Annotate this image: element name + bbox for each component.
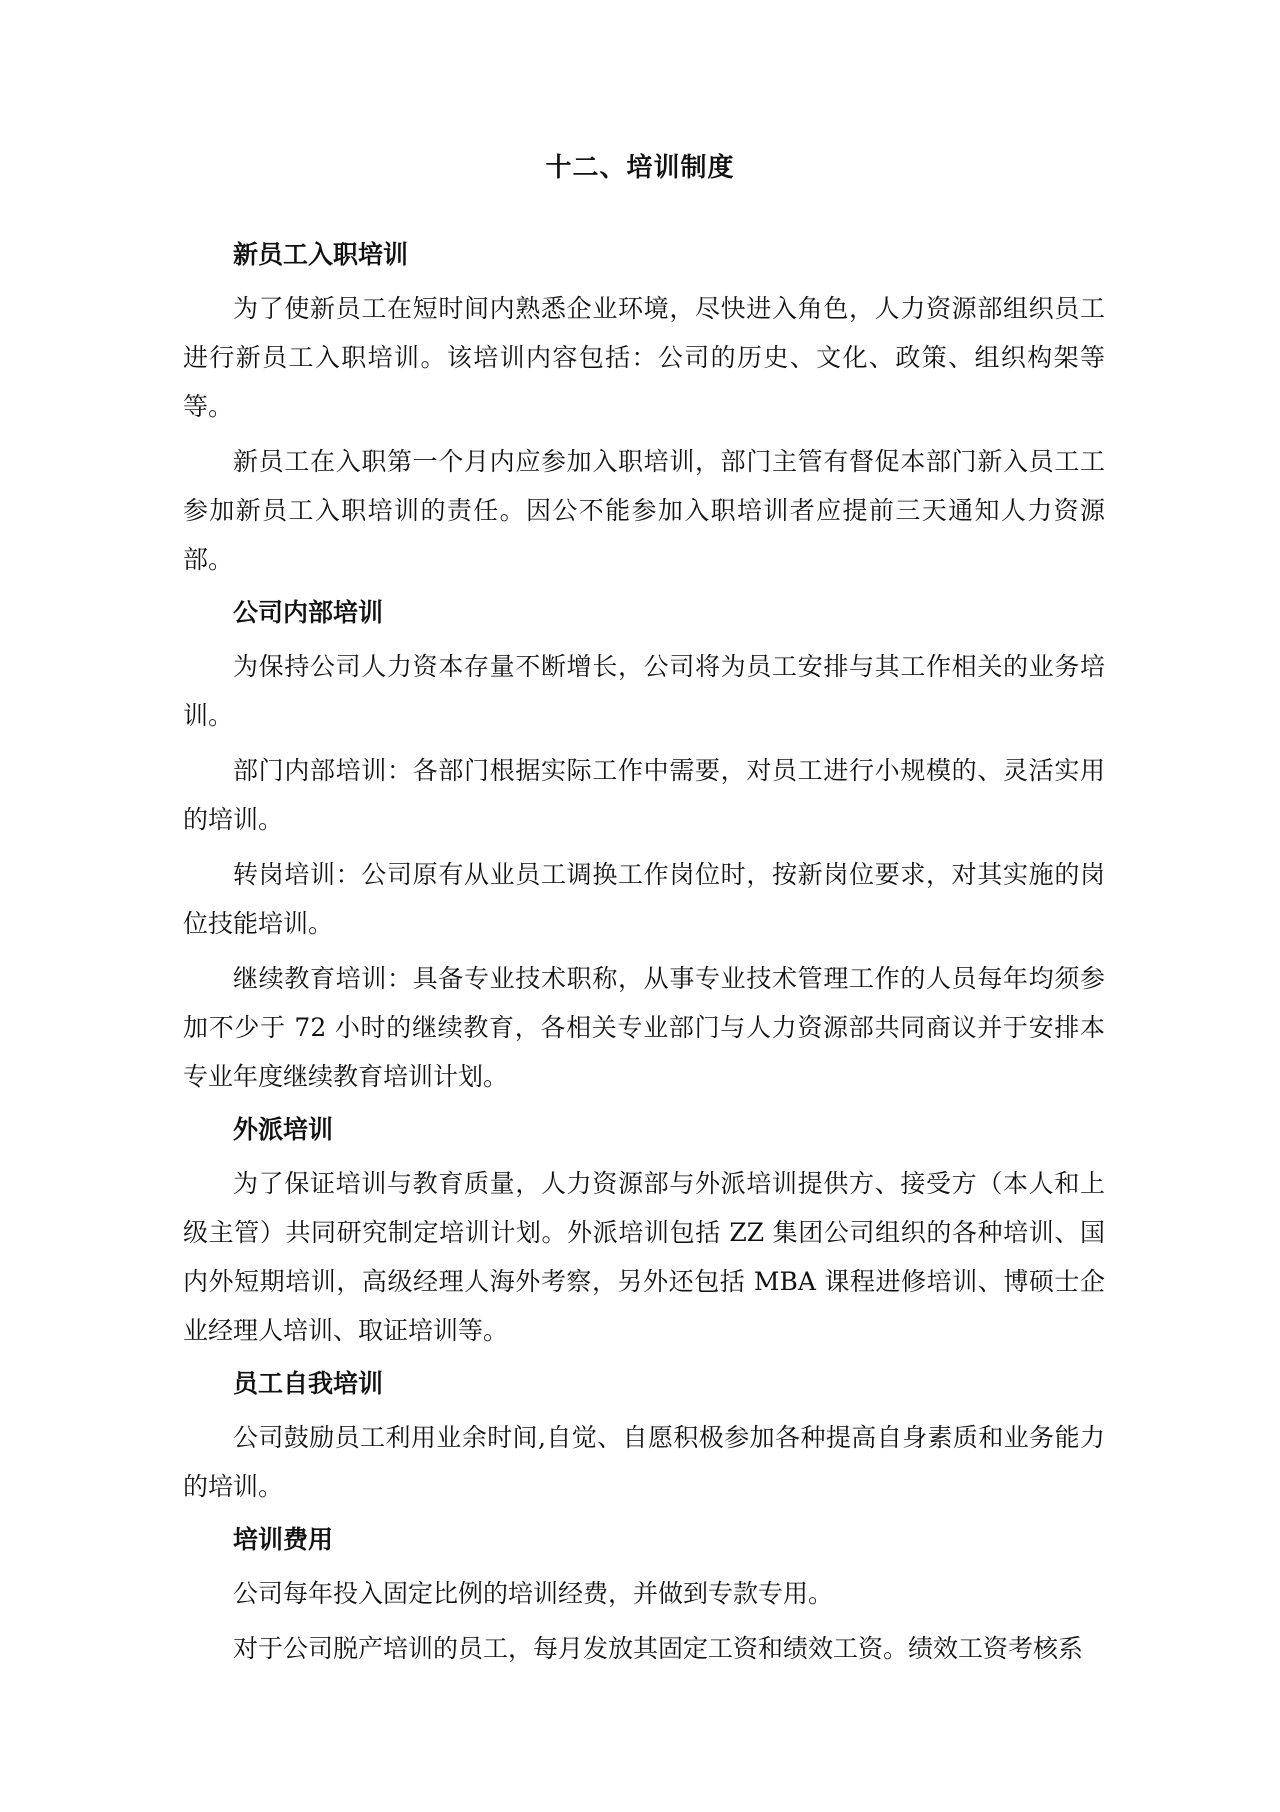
paragraph: 部门内部培训：各部门根据实际工作中需要，对员工进行小规模的、灵活实用的培训。 bbox=[183, 756, 1105, 834]
page-title: 十二、培训制度 bbox=[545, 153, 735, 183]
section-heading-external-training: 外派培训 bbox=[233, 1115, 334, 1144]
paragraph: 转岗培训：公司原有从业员工调换工作岗位时，按新岗位要求，对其实施的岗位技能培训。 bbox=[183, 860, 1105, 938]
section-heading-training-costs: 培训费用 bbox=[233, 1525, 334, 1554]
paragraph: 为了使新员工在短时间内熟悉企业环境，尽快进入角色，人力资源部组织员工进行新员工入职培训。该培训内容包括：公司的历史、文化、政策、组织构架等等。 bbox=[183, 294, 1105, 421]
section-heading-internal-training: 公司内部培训 bbox=[233, 598, 384, 627]
paragraph: 为保持公司人力资本存量不断增长，公司将为员工安排与其工作相关的业务培训。 bbox=[183, 652, 1105, 730]
section-heading-self-training: 员工自我培训 bbox=[233, 1369, 384, 1398]
section-heading-new-employee-training: 新员工入职培训 bbox=[233, 240, 409, 269]
paragraph: 继续教育培训：具备专业技术职称，从事专业技术管理工作的人员每年均须参加不少于 72 小时的继续教育，各相关专业部门与人力资源部共同商议并于安排本专业年度继续教育培训计划。 bbox=[183, 964, 1105, 1091]
paragraph: 为了保证培训与教育质量，人力资源部与外派培训提供方、接受方（本人和上级主管）共同研究制定培训计划。外派培训包括 ZZ 集团公司组织的各种培训、国内外短期培训，高级经理人海外考察，另外还包括 MBA 课程进修培训、博硕士企业经理人培训、取证培训等。 bbox=[183, 1169, 1105, 1345]
document-body bbox=[183, 232, 1105, 1679]
paragraph: 新员工在入职第一个月内应参加入职培训，部门主管有督促本部门新入员工工参加新员工入职培训的责任。因公不能参加入职培训者应提前三天通知人力资源部。 bbox=[183, 447, 1105, 574]
paragraph: 公司每年投入固定比例的培训经费，并做到专款专用。 bbox=[233, 1579, 834, 1608]
paragraph: 对于公司脱产培训的员工，每月发放其固定工资和绩效工资。绩效工资考核系 bbox=[233, 1634, 1084, 1663]
paragraph: 公司鼓励员工利用业余时间,自觉、自愿积极参加各种提高自身素质和业务能力的培训。 bbox=[183, 1423, 1105, 1501]
